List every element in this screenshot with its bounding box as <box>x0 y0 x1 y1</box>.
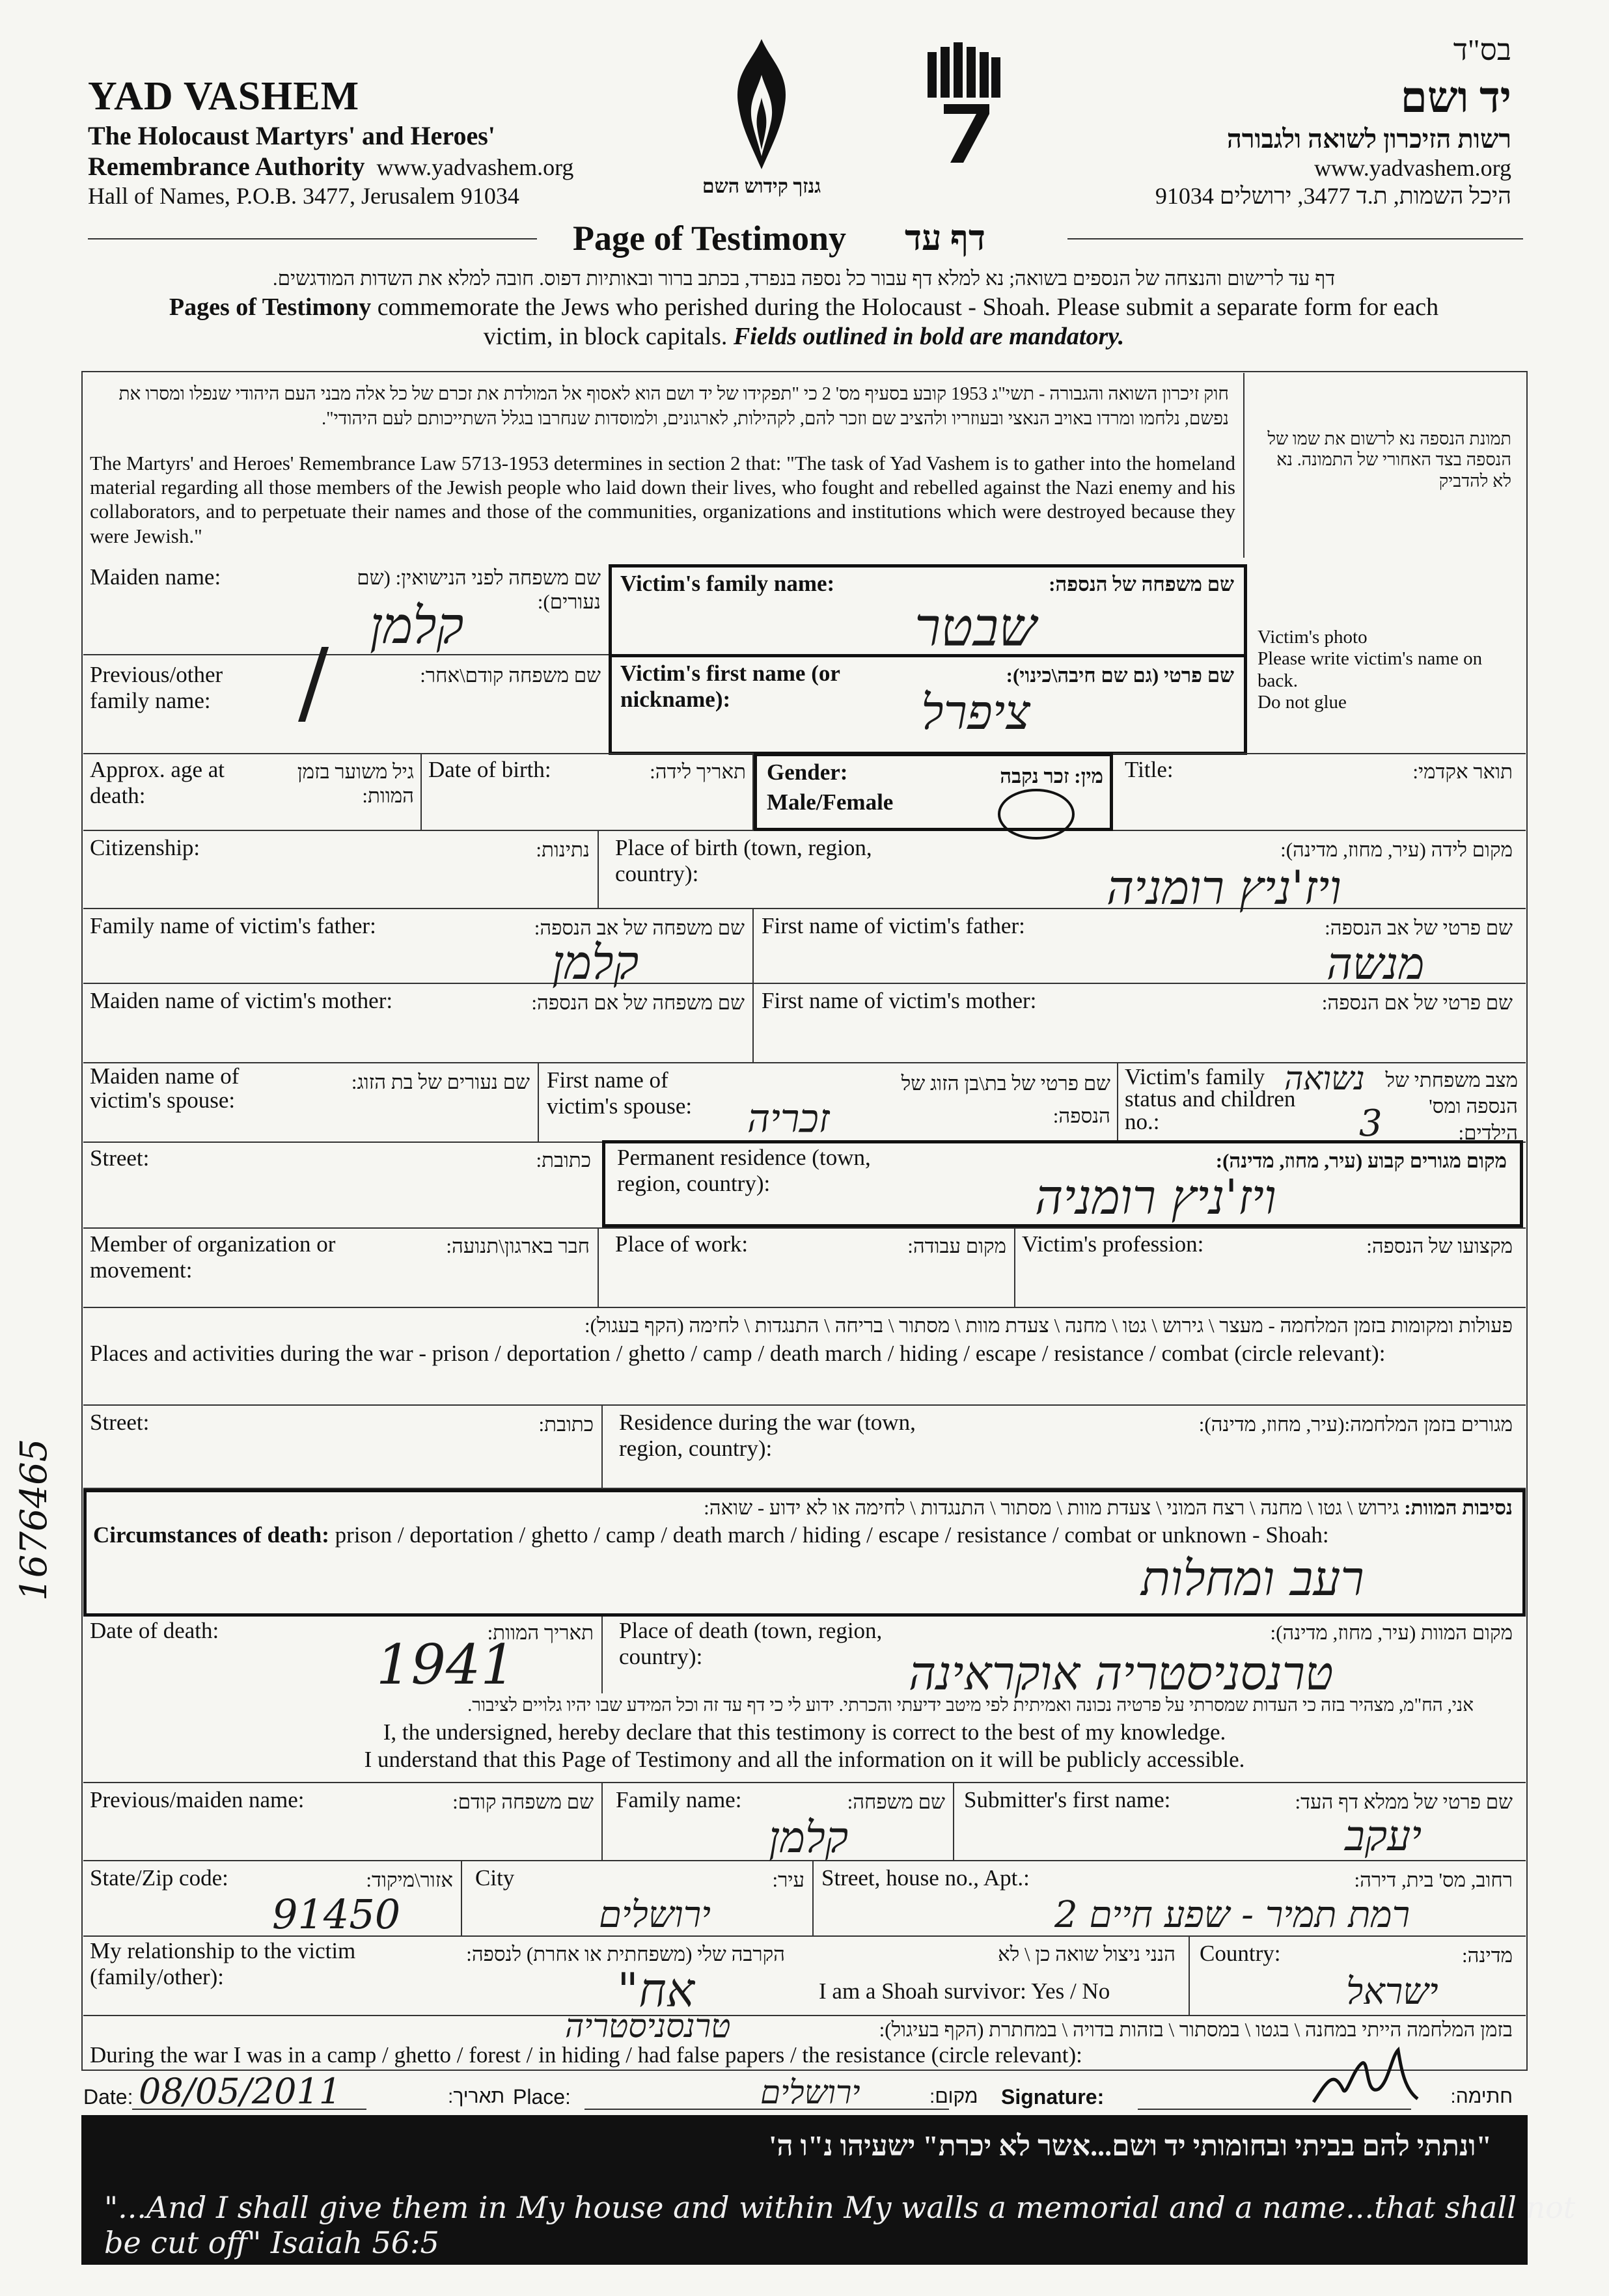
title-rule-right <box>1067 238 1523 239</box>
first-name-label-he: שם פרטי (גם שם חיבה\כינוי): <box>1006 664 1234 687</box>
pod-label-en: Place of death (town, region, country): <box>619 1618 883 1670</box>
work-place-label-en: Place of work: <box>615 1231 749 1257</box>
submitter-city-field[interactable] <box>462 1861 814 1937</box>
country-value: ישראל <box>1346 1971 1438 2013</box>
family-name-label-he: שם משפחה של הנספה: <box>1049 573 1234 595</box>
submitter-street-label-en: Street, house no., Apt.: <box>821 1865 1030 1891</box>
activities-label-he: פעולות ומקומות בזמן המלחמה - מעצר \ גירוש \ גטו \ מחנה \ צעדת מוות \ מסתור \ בריחה \ התנגדות \ לחימה (הקף בעגול): <box>584 1314 1513 1337</box>
org-address-he: היכל השמות, ת.ד 3477, ירושלים 91034 <box>1155 182 1511 209</box>
dod-value: 1941 <box>376 1633 516 1697</box>
org-name-en: YAD VASHEM <box>88 74 360 118</box>
spouse-first-label-en: First name of victim's spouse: <box>547 1067 693 1119</box>
mother-first-label-he: שם פרטי של אם הנספה: <box>1321 991 1513 1014</box>
prev-family-label-en: Previous/other family name: <box>90 662 223 714</box>
country-field[interactable] <box>1190 1937 1526 2016</box>
war-residence-label-en: Residence during the war (town, region, country): <box>619 1410 916 1462</box>
declaration-en-2: I understand that this Page of Testimony and all the information on it will be publicly accessible. <box>364 1747 1245 1772</box>
first-name-label-en: Victim's first name (or nickname): <box>620 661 840 713</box>
signature-row <box>83 2071 1526 2115</box>
org-web-en: www.yadvashem.org <box>376 154 574 181</box>
prev-family-label-he: שם משפחה קודם\אחר: <box>420 664 601 687</box>
submitter-family-field[interactable] <box>603 1783 954 1861</box>
intro-mandatory-note: Fields outlined in bold are mandatory. <box>733 322 1125 350</box>
circumstances-label-en <box>93 1522 1525 1548</box>
circumstances-title-en: Circumstances of death: <box>93 1522 329 1548</box>
bsd-mark: בס"ד <box>1453 33 1511 66</box>
family-name-label-en: Victim's family name: <box>620 571 835 596</box>
signature-image <box>1307 2043 1424 2115</box>
dod-label-he: תאריך המוות: <box>487 1621 594 1644</box>
father-first-value: מנשה <box>1327 938 1425 990</box>
relationship-field[interactable] <box>83 1937 1190 2016</box>
org-address-en: Hall of Names, P.O.B. 3477, Jerusalem 91034 <box>88 182 519 209</box>
city-value: ירושלים <box>599 1894 711 1936</box>
title-label-en: Title: <box>1125 757 1174 782</box>
law-section <box>83 373 1245 558</box>
circumstances-label-he <box>94 1496 1513 1520</box>
submitter-family-label-he: שם משפחה: <box>847 1790 945 1813</box>
first-name-field[interactable] <box>609 655 1247 753</box>
yad-vashem-logo <box>924 39 1002 169</box>
prev-family-name-field[interactable] <box>83 629 609 753</box>
residence-label-he: מקום מגורים קבוע (עיר, מחוז, מדינה): <box>1215 1149 1507 1172</box>
title-label-he: תואר אקדמי: <box>1412 760 1513 783</box>
submitter-first-field[interactable] <box>954 1783 1526 1861</box>
family-name-field[interactable] <box>609 564 1247 659</box>
date-label-he: תאריך: <box>448 2086 505 2107</box>
submitter-zip-field[interactable] <box>83 1861 462 1937</box>
family-status-value: נשואה <box>1284 1059 1365 1097</box>
age-label-en: Approx. age at death: <box>90 757 225 809</box>
intro-line1: commemorate the Jews who perished during the Holocaust - Shoah. Please submit a separate form for each <box>371 294 1439 321</box>
gender-label-en: Gender: Male/Female <box>767 759 894 815</box>
age-label-he: גיל משוער בזמן המוות: <box>297 760 414 808</box>
intro-bold: Pages of Testimony <box>169 294 372 321</box>
date-value[interactable]: 08/05/2011 <box>139 2071 342 2112</box>
maiden-name-label-he: שם משפחה לפני הנישואין: (שם נעורים): <box>357 566 601 614</box>
maiden-name-label-en: Maiden name: <box>90 564 221 590</box>
gender-field[interactable] <box>754 753 1113 831</box>
family-status-field[interactable] <box>1118 1059 1526 1145</box>
family-status-label-he: מצב משפחתי של הנספה ומס' הילדים: <box>1385 1069 1518 1144</box>
country-label-he: מדינה: <box>1462 1944 1513 1967</box>
place-label-en: Place: <box>513 2085 571 2109</box>
city-label-he: עיר: <box>772 1868 804 1891</box>
organization-label-he: חבר בארגון\תנועה: <box>446 1235 590 1257</box>
spouse-first-label-he: שם פרטי של בת\בן הזוג של הנספה: <box>901 1072 1110 1127</box>
org-subtitle-he: רשות הזיכרון לשואה ולגבורה <box>1226 124 1511 154</box>
photo-area[interactable] <box>1245 373 1526 754</box>
org-block-he <box>1155 73 1511 210</box>
title-rule-left <box>88 238 537 239</box>
photo-instructions-en <box>1258 627 1518 713</box>
title-field[interactable] <box>1113 753 1526 831</box>
war-street-label-he: כתובת: <box>538 1413 594 1436</box>
spouse-maiden-field[interactable] <box>83 1063 539 1143</box>
profession-field[interactable] <box>1015 1227 1526 1308</box>
war-residence-label-he: מגורים בזמן המלחמה:(עיר, מחוז, מדינה): <box>1198 1413 1513 1436</box>
signature-label-he: חתימה: <box>1450 2086 1513 2107</box>
dod-label-en: Date of death: <box>90 1618 219 1643</box>
activities-label-en: Places and activities during the war - prison / deportation / ghetto / camp / death march / hiding / escape / resistance / combat (circle relevant): <box>90 1341 1386 1366</box>
pob-label-en: Place of birth (town, region, country): <box>615 835 872 887</box>
place-value[interactable]: ירושלים <box>760 2073 860 2111</box>
submitter-first-label-en: Submitter's first name: <box>964 1787 1171 1812</box>
intro-text-he: דף עד לרישום והנצחה של הנספים בשואה; נא למלא דף עבור כל נספה בנפרד, בכתב ברור ובאותיות דפוס. חובה למלא את השדות המודגשים. <box>272 267 1336 290</box>
activities-field[interactable] <box>83 1308 1526 1406</box>
children-count-value: 3 <box>1359 1102 1382 1145</box>
work-place-label-he: מקום עבודה: <box>907 1235 1006 1257</box>
mother-maiden-label-en: Maiden name of victim's mother: <box>90 988 393 1013</box>
zip-label-en: State/Zip code: <box>90 1865 228 1891</box>
declaration-en-1: I, the undersigned, hereby declare that this testimony is correct to the best of my knowledge. <box>383 1719 1226 1745</box>
law-text-he: חוק זיכרון השואה והגבורה - תשי"ג 1953 קובע בסעיף מס' 2 כי "תפקידו של יד ושם הוא לאסוף אל המולדת את זכרם של כל אלה מבני העם היהודי שנפלו ומסרו את נפשם, נלחמו ומרדו באויב הנאצי ובעוזריו ולהציב שם וזכר להם, לקהילות, לארגונים, ולמוסדות שנחרבו בגלל השתייכותם לעם היהודי". <box>118 384 1229 429</box>
declaration <box>83 1693 1526 1783</box>
spouse-first-field[interactable] <box>539 1063 1118 1143</box>
work-place-field[interactable] <box>599 1227 1015 1308</box>
residence-value: ויז'ניץ רומניה <box>1035 1169 1276 1225</box>
photo-no-glue: Do not glue <box>1258 692 1347 713</box>
spouse-first-value: זכריה <box>747 1096 830 1141</box>
flame-caption: גנזך קידוש השם <box>702 176 821 197</box>
residence-label-en: Permanent residence (town, region, country): <box>617 1145 871 1197</box>
father-family-field[interactable] <box>83 909 754 990</box>
family-name-value: שבטר <box>915 597 1037 659</box>
submitter-family-value: קלמן <box>769 1812 849 1863</box>
profession-label-en: Victim's profession: <box>1022 1231 1204 1257</box>
citizenship-field[interactable] <box>83 831 599 909</box>
war-experience-label-en: During the war I was in a camp / ghetto / forest / in hiding / had false papers / the resistance (circle relevant): <box>90 2042 1082 2068</box>
photo-write-name: Please write victim's name on back. <box>1258 648 1483 691</box>
spouse-maiden-label-en: Maiden name of victim's spouse: <box>90 1063 240 1113</box>
org-subtitle-en: The Holocaust Martyrs' and Heroes' <box>88 121 495 151</box>
photo-label: Victim's photo <box>1258 627 1368 648</box>
father-first-field[interactable] <box>754 909 1526 990</box>
signature-label-en: Signature: <box>1001 2085 1105 2109</box>
mother-maiden-label-he: שם משפחה של אם הנספה: <box>531 991 745 1014</box>
war-experience-value: טרנסניסטריה <box>565 2007 731 2045</box>
mother-first-field[interactable] <box>754 984 1526 1063</box>
citizenship-label-he: נתינות: <box>536 838 590 861</box>
family-status-label-en: Victim's family status and children no.: <box>1125 1064 1296 1134</box>
war-street-field[interactable] <box>83 1406 603 1489</box>
intro-text-en <box>91 293 1517 351</box>
pob-label-he: מקום לידה (עיר, מחוז, מדינה): <box>1280 838 1513 861</box>
zip-label-he: אזור\מיקוד: <box>366 1868 453 1891</box>
mother-first-label-en: First name of victim's mother: <box>762 988 1037 1013</box>
father-family-value: קלמן <box>552 935 639 990</box>
citizenship-label-en: Citizenship: <box>90 835 200 860</box>
submitter-prev-label-en: Previous/maiden name: <box>90 1787 305 1812</box>
submitter-prev-label-he: שם משפחה קודם: <box>452 1790 594 1813</box>
circumstances-value: רעב ומחלות <box>1141 1551 1364 1607</box>
street-label-en: Street: <box>90 1145 150 1171</box>
submitter-first-value: יעקב <box>1345 1812 1422 1861</box>
org-line-en <box>88 151 573 182</box>
maiden-name-value: קלמן <box>370 597 464 655</box>
org-name-he: יד ושם <box>1400 74 1511 122</box>
relationship-value: אח" <box>617 1963 694 2017</box>
survivor-label-he: הנני ניצול שואה כן \ לא <box>998 1943 1176 1965</box>
prev-family-value: / <box>298 629 329 735</box>
father-family-label-he: שם משפחה של אב הנספה: <box>534 916 745 939</box>
circumstances-title-he: נסיבות המוות: <box>1404 1496 1513 1519</box>
organization-field[interactable] <box>83 1227 599 1308</box>
war-experience-label-he: בזמן המלחמה הייתי במחנה \ בגטו \ במסתור \ בזהות בדויה \ במחתרת (הקף בעיגול): <box>879 2018 1513 2041</box>
submitter-street-field[interactable] <box>814 1861 1526 1937</box>
dob-label-en: Date of birth: <box>428 757 551 782</box>
gender-label-he: מין: זכר נקבה <box>1000 765 1103 787</box>
flame-logo <box>713 36 810 172</box>
country-label-en: Country: <box>1200 1941 1281 1966</box>
street-field[interactable] <box>83 1143 599 1227</box>
first-name-value: ציפרל <box>921 685 1030 741</box>
permanent-residence-field[interactable] <box>602 1140 1523 1227</box>
submitter-street-label-he: רחוב, מס' בית, דירה: <box>1354 1868 1513 1891</box>
dob-label-he: תאריך לידה: <box>650 760 746 783</box>
photo-instructions-he: תמונת הנספה נא לרשום את שמו של הנספה בצד האחורי של התמונה. נא לא להדביק <box>1267 429 1511 491</box>
street-label-he: כתובת: <box>536 1149 591 1171</box>
pob-value: ויז'ניץ רומניה <box>1107 860 1341 915</box>
zip-value: 91450 <box>272 1891 401 1938</box>
father-first-label-en: First name of victim's father: <box>762 913 1025 938</box>
maiden-name-field[interactable] <box>83 558 609 655</box>
father-first-label-he: שם פרטי של אב הנספה: <box>1325 916 1513 939</box>
circumstances-options-he: גירוש \ גטו \ מחנה \ רצח המוני \ צעדת מוות \ מסתור \ התנגדות \ לחימה או לא ידוע - שואה: <box>704 1496 1405 1519</box>
age-field[interactable] <box>83 753 422 831</box>
page-title-he: דף עד <box>905 219 985 258</box>
footer-quote-en: "...And I shall give them in My house and within My walls a memorial and a name...that shall not be cut off" Isaiah 56:5 <box>104 2190 1576 2260</box>
submitter-family-label-en: Family name: <box>616 1787 742 1812</box>
dob-field[interactable] <box>422 753 754 831</box>
relationship-label-en: My relationship to the victim (family/other): <box>90 1938 356 1990</box>
war-residence-field[interactable] <box>603 1406 1526 1489</box>
place-label-he: מקום: <box>929 2086 978 2107</box>
submitter-street-value: רמת תמיר - שפע חיים 2 <box>1054 1894 1410 1936</box>
intro-line2: victim, in block capitals. <box>483 322 734 350</box>
law-text-en: The Martyrs' and Heroes' Remembrance Law 5713-1953 determines in section 2 that: "The task of Yad Vashem is to gather into the homeland material regarding all those members of the Jewish people who laid down their lives, who fought and rebelled against the Nazi enemy and his collaborators, and to perpetuate their names and those of the communities, organizations and institutions which were destroyed because they were Jewish." <box>90 452 1235 547</box>
place-of-birth-field[interactable] <box>599 831 1526 915</box>
father-family-label-en: Family name of victim's father: <box>90 913 376 938</box>
submitter-first-label-he: שם פרטי של ממלא דף העד: <box>1295 1790 1513 1813</box>
pod-label-he: מקום המוות (עיר, מחוז, מדינה): <box>1270 1621 1513 1644</box>
profession-label-he: מקצועו של הנספה: <box>1366 1235 1513 1257</box>
declaration-he: אני, הח"מ, מצהיר בזה כי העדות שמסרתי על פרטיה נכונה ואמיתית לפי מיטב ידיעתי והכרתי. ידוע לי כי דף עד זה וכל המידע שבו יהיו גלויים לציבור. <box>467 1695 1474 1715</box>
war-street-label-en: Street: <box>90 1410 150 1435</box>
org-web-he: www.yadvashem.org <box>1314 155 1511 182</box>
date-label-en: Date: <box>83 2085 133 2109</box>
city-label-en: City <box>475 1865 515 1891</box>
spouse-maiden-label-he: שם נעורים של בת הזוג: <box>351 1071 530 1093</box>
org-line2-en: Remembrance Authority <box>88 152 365 182</box>
org-block-en <box>88 73 573 210</box>
circumstances-field[interactable] <box>83 1489 1526 1617</box>
relationship-label-he: הקרבה שלי (משפחתית או אחרת) לנספה: <box>466 1943 785 1965</box>
side-handwritten-number: 1676465 <box>13 1438 55 1601</box>
place-of-death-field[interactable] <box>603 1617 1526 1701</box>
page-title-en: Page of Testimony <box>573 219 847 258</box>
mother-maiden-field[interactable] <box>83 984 754 1063</box>
date-of-death-field[interactable] <box>83 1617 603 1697</box>
organization-label-en: Member of organization or movement: <box>90 1231 336 1283</box>
survivor-label-en: I am a Shoah survivor: Yes / No <box>819 1978 1110 2004</box>
pod-value: טרנסניסטריה אוקראינה <box>909 1646 1334 1701</box>
footer-quote-he: "ונתתי להם בביתי ובחומותי יד ושם...אשר לא יכרת" ישעיהו נ"ו ה' <box>769 2130 1492 2162</box>
submitter-prev-name-field[interactable] <box>83 1783 603 1861</box>
circumstances-options-en: prison / deportation / ghetto / camp / death march / hiding / escape / resistance / combat or unknown - Shoah: <box>329 1522 1329 1548</box>
